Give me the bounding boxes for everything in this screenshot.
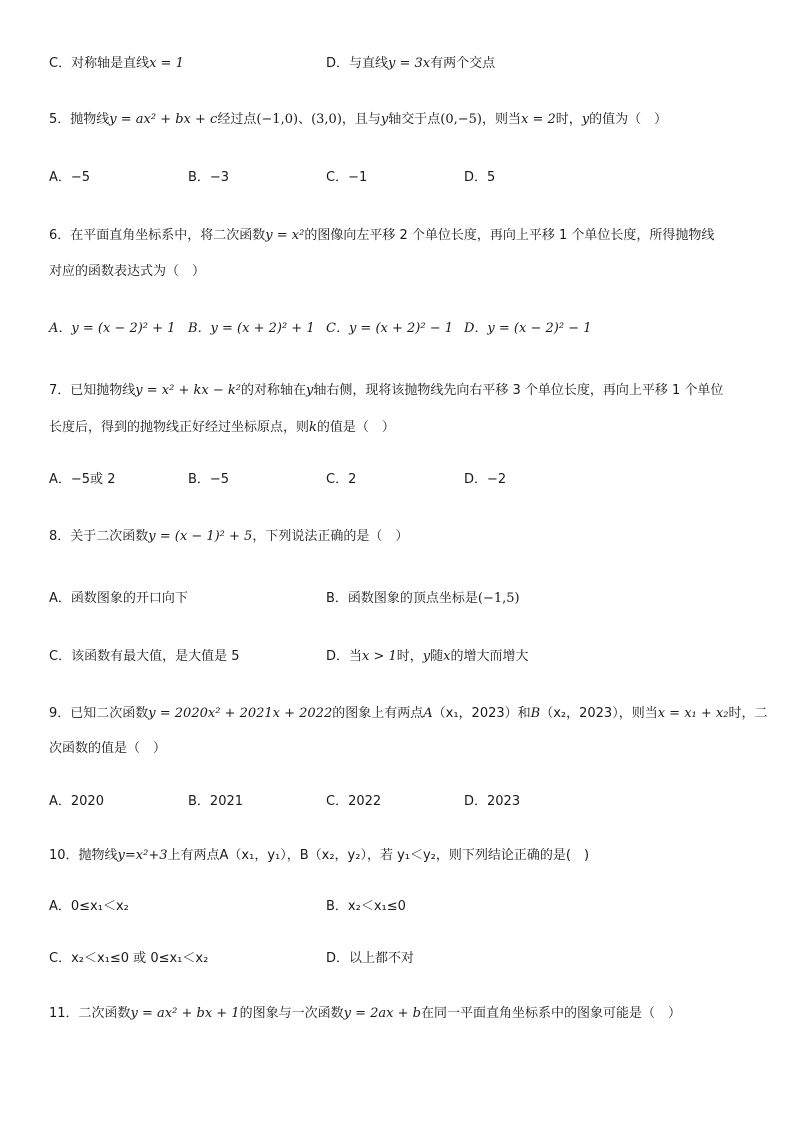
q8-option-a: A．函数图象的开口向下 bbox=[49, 591, 188, 606]
q4-option-d: D．与直线y = 3x有两个交点 bbox=[326, 56, 496, 71]
q10-option-b: B．x₂＜x₁≤0 bbox=[326, 899, 406, 914]
q7-stem-line1: 7．已知抛物线y = x² + kx − k²的对称轴在y轴右侧，现将该抛物线先向右平移 3 个单位长度，再向上平移 1 个单位 bbox=[49, 383, 724, 398]
q7-option-c: C．2 bbox=[326, 472, 357, 487]
q9-stem-line2: 次函数的值是（ ） bbox=[49, 741, 167, 756]
q11-stem: 11．二次函数y = ax² + bx + 1的图象与一次函数y = 2ax + b在同一平面直角坐标系中的图象可能是（ ） bbox=[49, 1006, 681, 1021]
q6-option-a: A．y = (x − 2)² + 1 bbox=[49, 321, 176, 336]
q8-stem: 8．关于二次函数y = (x − 1)² + 5，下列说法正确的是（ ） bbox=[49, 529, 409, 544]
q10-option-a: A．0≤x₁＜x₂ bbox=[49, 899, 129, 914]
q6-stem-line2: 对应的函数表达式为（ ） bbox=[49, 264, 206, 279]
q10-stem: 10．抛物线y=x²+3上有两点A（x₁，y₁），B（x₂，y₂），若 y₁＜y₂，则下列结论正确的是( ) bbox=[49, 848, 590, 863]
q9-option-d: D．2023 bbox=[464, 794, 521, 809]
q8-option-d: D．当x > 1时，y随x的增大而增大 bbox=[326, 649, 529, 664]
q6-option-d: D．y = (x − 2)² − 1 bbox=[464, 321, 592, 336]
q7-option-a: A．−5或 2 bbox=[49, 472, 116, 487]
q10-option-d: D．以上都不对 bbox=[326, 951, 415, 966]
q6-option-c: C．y = (x + 2)² − 1 bbox=[326, 321, 453, 336]
q7-stem-line2: 长度后，得到的抛物线正好经过坐标原点，则k的值是（ ） bbox=[49, 420, 395, 435]
q5-option-c: C．−1 bbox=[326, 170, 368, 185]
q5-option-a: A．−5 bbox=[49, 170, 91, 185]
q8-option-b: B．函数图象的顶点坐标是(−1,5) bbox=[326, 591, 520, 606]
q5-option-d: D．5 bbox=[464, 170, 496, 185]
q10-option-c: C．x₂＜x₁≤0 或 0≤x₁＜x₂ bbox=[49, 951, 209, 966]
q5-option-b: B．−3 bbox=[188, 170, 230, 185]
q7-option-b: B．−5 bbox=[188, 472, 230, 487]
q9-option-c: C．2022 bbox=[326, 794, 382, 809]
q5-stem: 5．抛物线y = ax² + bx + c经过点(−1,0)、(3,0)，且与y轴交于点(0,−5)，则当x = 2时，y的值为（ ） bbox=[49, 112, 668, 127]
q9-option-b: B．2021 bbox=[188, 794, 244, 809]
q6-option-b: B．y = (x + 2)² + 1 bbox=[188, 321, 315, 336]
q4-option-c: C．对称轴是直线x = 1 bbox=[49, 56, 184, 71]
q8-option-c: C．该函数有最大值，是大值是 5 bbox=[49, 649, 240, 664]
q9-option-a: A．2020 bbox=[49, 794, 104, 809]
q7-option-d: D．−2 bbox=[464, 472, 507, 487]
q6-stem-line1: 6．在平面直角坐标系中，将二次函数y = x²的图像向左平移 2 个单位长度，再向上平移 1 个单位长度，所得抛物线 bbox=[49, 228, 715, 243]
q9-stem-line1: 9．已知二次函数y = 2020x² + 2021x + 2022的图象上有两点A（x₁，2023）和B（x₂，2023），则当x = x₁ + x₂时，二 bbox=[49, 706, 768, 721]
